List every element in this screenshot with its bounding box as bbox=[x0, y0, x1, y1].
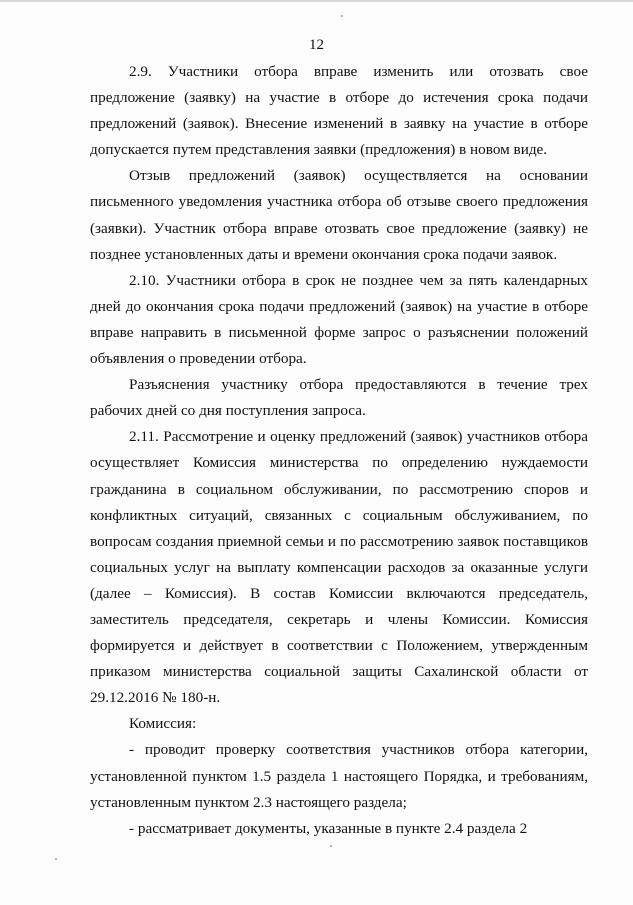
scan-speck bbox=[341, 15, 343, 17]
paragraph-clarifications: Разъяснения участнику отбора предоставляются в течение трех рабочих дней со дня поступления запроса. bbox=[90, 376, 588, 420]
scan-speck bbox=[330, 845, 332, 847]
page-number: 12 bbox=[309, 37, 324, 53]
list-item-documents: - рассматривает документы, указанные в пункте 2.4 раздела 2 bbox=[129, 819, 528, 837]
scan-edge bbox=[0, 0, 633, 2]
document-body bbox=[90, 59, 588, 842]
paragraph-2-11: 2.11. Рассмотрение и оценку предложений (заявок) участников отбора осуществляет Комиссия министерства по определению нуждаемости гражданина в социальном обслуживании, по рассмотрению споров и конфликтных ситуаций, связанных с социальным обслуживанием, по вопросам создания приемной семьи и по рассмотрению заявок поставщиков социальных услуг на выплату компенсации расходов за оказанные услуги (далее – Комиссия). В состав Комиссии включаются председатель, заместитель председателя, секретарь и члены Комиссии. Комиссия формируется и действует в соответствии с Положением, утвержденным приказом министерства социальной защиты Сахалинской области от 29.12.2016 № 180-н. bbox=[90, 428, 588, 707]
paragraph-2-10: 2.10. Участники отбора в срок не позднее чем за пять календарных дней до окончания срока подачи предложений (заявок) на участие в отборе вправе направить в письменной форме запрос о разъяснении положений объявления о проведении отбора. bbox=[90, 271, 588, 368]
paragraph-2-9: 2.9. Участники отбора вправе изменить или отозвать свое предложение (заявку) на участие в отборе до истечения срока подачи предложений (заявок). Внесение изменений в заявку на участие в отборе допускается путем представления заявки (предложения) в новом виде. bbox=[90, 63, 588, 159]
paragraph-withdrawal: Отзыв предложений (заявок) осуществляется на основании письменного уведомления участника отбора об отзыве своего предложения (заявки). Участник отбора вправе отозвать свое предложение (заявку) не позднее установленных даты и времени окончания срока подачи заявок. bbox=[90, 167, 588, 263]
scan-speck bbox=[55, 858, 57, 860]
list-item-verification: - проводит проверку соответствия участников отбора категории, установленной пунктом 1.5 раздела 1 настоящего Порядка, и требованиям, установленным пунктом 2.3 настоящего раздела; bbox=[90, 741, 588, 811]
paragraph-commission-heading: Комиссия: bbox=[129, 715, 197, 733]
